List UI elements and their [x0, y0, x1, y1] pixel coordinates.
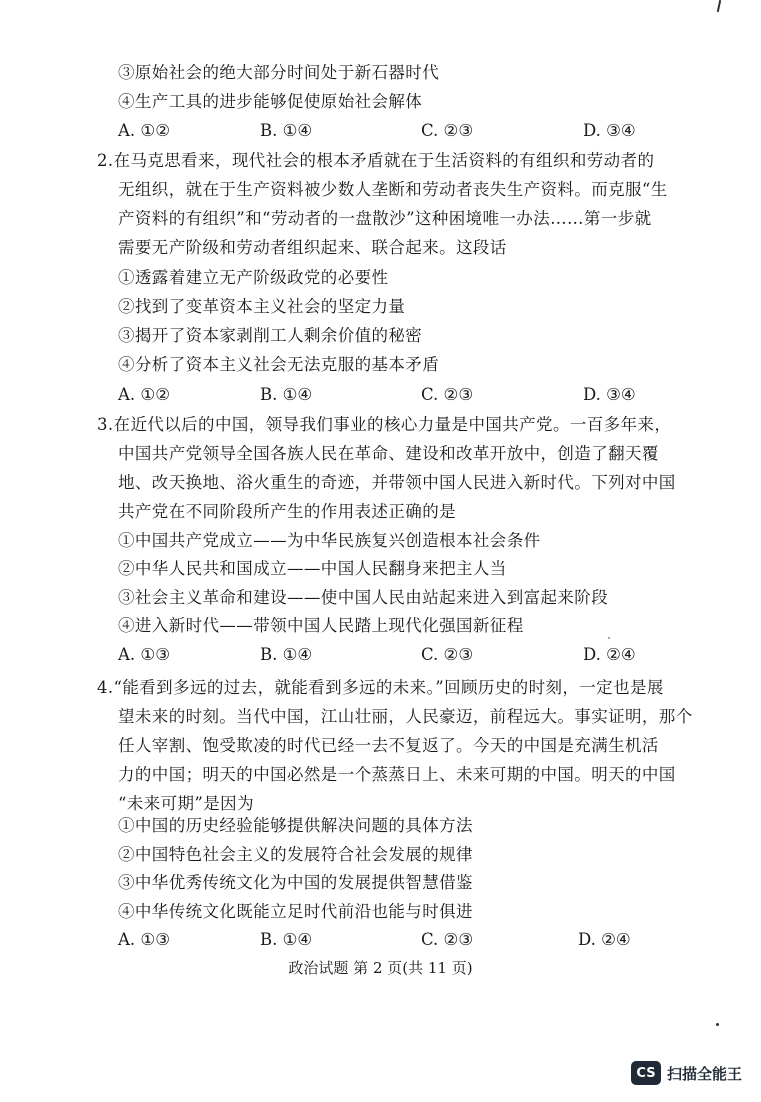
q3-option-a: A. ①③ — [118, 645, 170, 664]
camscanner-logo-text: 扫描全能王 — [667, 1064, 743, 1083]
q2-options — [118, 383, 678, 407]
q4-option-b: B. ①④ — [260, 930, 313, 949]
q4-stem-line-4: 力的中国；明天的中国必然是一个蒸蒸日上、未来可期的中国。明天的中国 — [118, 765, 676, 784]
q3-option-d: D. ②④ — [583, 645, 636, 664]
q4-stem-line-1: 4.“能看到多远的过去，就能看到多远的未来。”回顾历史的时刻，一定也是展 — [97, 678, 664, 697]
q3-item-2: ②中华人民共和国成立——中国人民翻身来把主人当 — [118, 559, 507, 578]
q2-option-a: A. ①② — [118, 385, 170, 404]
q3-options — [118, 643, 678, 667]
q4-options — [118, 928, 678, 952]
q3-option-c: C. ②③ — [421, 645, 474, 664]
q1-option-b: B. ①④ — [260, 121, 313, 140]
q2-item-3: ③揭开了资本家剥削工人剩余价值的秘密 — [118, 326, 423, 345]
q3-stem-line-1: 3.在近代以后的中国，领导我们事业的核心力量是中国共产党。一百多年来， — [97, 415, 672, 434]
camscanner-watermark — [631, 1060, 742, 1086]
q1-item-4: ④生产工具的进步能够促使原始社会解体 — [118, 92, 423, 111]
q2-stem-line-3: 产资料的有组织”和“劳动者的一盘散沙”这种困境唯一办法……第一步就 — [118, 209, 652, 228]
scan-mark — [717, 0, 721, 12]
q4-item-2: ②中国特色社会主义的发展符合社会发展的规律 — [118, 845, 473, 864]
q3-option-b: B. ①④ — [260, 645, 313, 664]
q2-item-1: ①透露着建立无产阶级政党的必要性 — [118, 268, 389, 287]
page-footer: 政治试题 第 2 页(共 11 页) — [288, 959, 473, 977]
q2-item-2: ②找到了变革资本主义社会的坚定力量 — [118, 297, 406, 316]
q4-item-3: ③中华优秀传统文化为中国的发展提供智慧借鉴 — [118, 873, 473, 892]
q4-stem-line-3: 任人宰割、饱受欺凌的时代已经一去不复返了。今天的中国是充满生机活 — [118, 736, 659, 755]
q2-stem-line-2: 无组织，就在于生产资料被少数人垄断和劳动者丧失生产资料。而克服“生 — [118, 180, 668, 199]
q2-stem-line-4: 需要无产阶级和劳动者组织起来、联合起来。这段话 — [118, 238, 507, 257]
q2-option-d: D. ③④ — [583, 385, 636, 404]
q4-option-d: D. ②④ — [578, 930, 631, 949]
q3-item-4: ④进入新时代——带领中国人民踏上现代化强国新征程 — [118, 616, 524, 635]
q4-option-c: C. ②③ — [421, 930, 474, 949]
q3-item-3: ③社会主义革命和建设——使中国人民由站起来进入到富起来阶段 — [118, 588, 609, 607]
q3-item-1: ①中国共产党成立——为中华民族复兴创造根本社会条件 — [118, 531, 541, 550]
q2-item-4: ④分析了资本主义社会无法克服的基本矛盾 — [118, 355, 440, 374]
camscanner-logo-icon: CS — [631, 1061, 661, 1085]
q4-stem-line-2: 望未来的时刻。当代中国，江山壮丽，人民豪迈，前程远大。事实证明，那个 — [118, 707, 693, 726]
q4-option-a: A. ①③ — [118, 930, 170, 949]
q1-option-d: D. ③④ — [583, 121, 636, 140]
q4-item-1: ①中国的历史经验能够提供解决问题的具体方法 — [118, 816, 473, 835]
q2-stem-line-1: 2.在马克思看来，现代社会的根本矛盾就在于生活资料的有组织和劳动者的 — [97, 151, 655, 170]
q1-item-3: ③原始社会的绝大部分时间处于新石器时代 — [118, 63, 440, 82]
q4-item-4: ④中华传统文化既能立足时代前沿也能与时俱进 — [118, 902, 473, 921]
q3-stem-line-3: 地、改天换地、浴火重生的奇迹，并带领中国人民进入新时代。下列对中国 — [118, 473, 676, 492]
scan-dot — [716, 1023, 719, 1026]
q2-option-c: C. ②③ — [421, 385, 474, 404]
q3-stem-line-2: 中国共产党领导全国各族人民在革命、建设和改革开放中，创造了翻天覆 — [118, 444, 659, 463]
q2-option-b: B. ①④ — [260, 385, 313, 404]
q1-option-c: C. ②③ — [421, 121, 474, 140]
q4-stem-line-5: “未来可期”是因为 — [118, 794, 254, 813]
q1-options — [118, 119, 678, 143]
scan-dot — [608, 637, 610, 639]
q3-stem-line-4: 共产党在不同阶段所产生的作用表述正确的是 — [118, 502, 456, 521]
q1-option-a: A. ①② — [118, 121, 170, 140]
